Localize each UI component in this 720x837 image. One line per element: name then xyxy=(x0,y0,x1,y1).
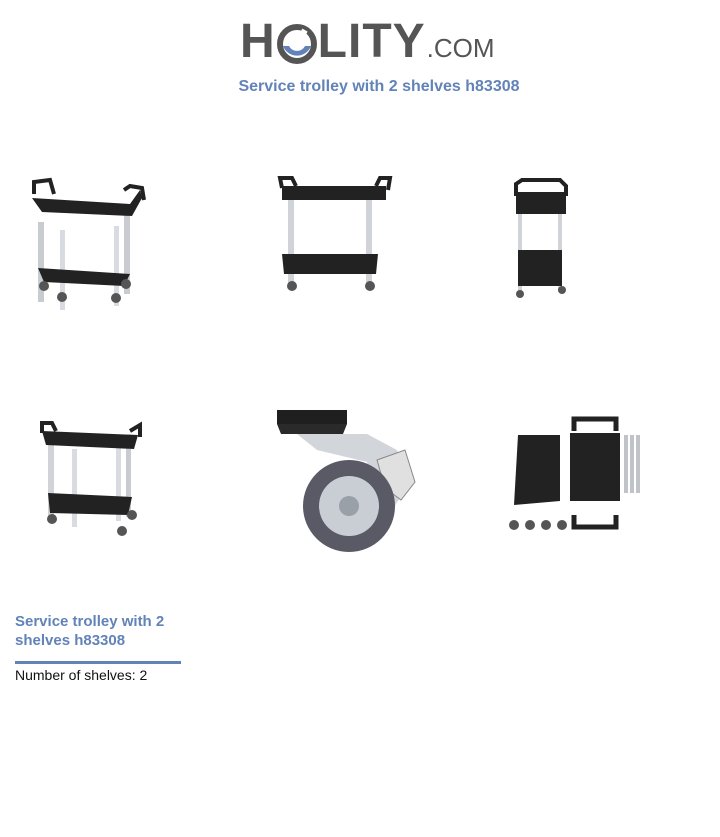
photo-disassembled-parts[interactable] xyxy=(500,405,655,545)
photo-trolley-front[interactable] xyxy=(258,160,428,320)
holity-logo[interactable] xyxy=(240,8,495,70)
spec-shelves: Number of shelves: 2 xyxy=(15,667,148,683)
photo-trolley-angle[interactable] xyxy=(20,405,190,565)
photo-trolley-side[interactable] xyxy=(470,160,640,320)
logo-dotcom: .COM xyxy=(426,33,495,63)
logo-o-icon xyxy=(277,21,317,61)
product-title[interactable]: Service trolley with 2 shelves h83308 xyxy=(15,613,165,649)
title-underline xyxy=(15,661,181,664)
photo-caster-wheel-closeup[interactable] xyxy=(277,410,422,555)
logo-letters-lity: LITY xyxy=(317,15,426,68)
logo-letter-h: H xyxy=(240,15,276,68)
logo-wordmark xyxy=(240,14,426,70)
photo-trolley-front-angle[interactable] xyxy=(20,160,190,320)
page-title: Service trolley with 2 shelves h83308 xyxy=(238,78,520,95)
